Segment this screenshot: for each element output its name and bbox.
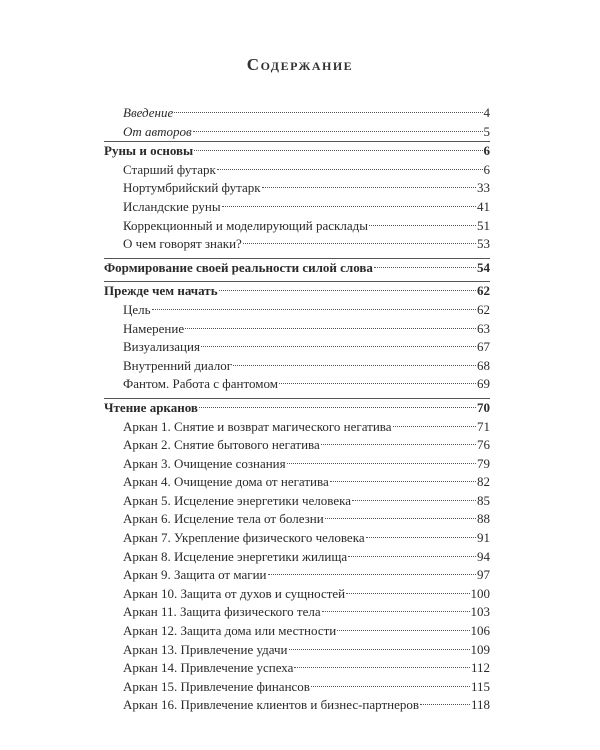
- toc-entry-page: 68: [477, 357, 490, 373]
- toc-entry-title: Коррекционный и моделирующий расклады: [123, 217, 368, 233]
- toc-entry-title: Цель: [123, 301, 151, 317]
- toc-leader-dots: [194, 150, 482, 151]
- toc-entry-page: 54: [477, 259, 490, 275]
- toc-entry-page: 33: [477, 180, 490, 196]
- toc-entry-page: 94: [477, 548, 490, 564]
- toc-entry: [104, 603, 490, 622]
- toc-entry-page: 76: [477, 437, 490, 453]
- table-of-contents: [104, 104, 490, 715]
- toc-entry: [104, 104, 490, 123]
- toc-entry-page: 100: [470, 585, 490, 601]
- toc-entry-title: Введение: [123, 105, 174, 120]
- toc-leader-dots: [393, 426, 476, 427]
- toc-entry: [104, 678, 490, 697]
- toc-entry-page: 62: [477, 301, 490, 317]
- toc-entry-page: 6: [483, 143, 490, 159]
- toc-leader-dots: [325, 518, 476, 519]
- toc-entry-page: 112: [470, 660, 490, 676]
- toc-entry: [104, 235, 490, 254]
- toc-entry-page: 79: [477, 455, 490, 471]
- toc-entry-title: Аркан 16. Привлечение клиентов и бизнес-партнеров: [123, 697, 420, 713]
- toc-entry: [104, 198, 490, 217]
- toc-entry-page: 88: [477, 511, 490, 527]
- toc-entry-title: Формирование своей реальности силой слова: [104, 259, 373, 275]
- toc-entry-title: Старший футарк: [123, 161, 216, 177]
- toc-leader-dots: [233, 365, 476, 366]
- toc-entry: [104, 418, 490, 437]
- toc-entry-page: 97: [477, 567, 490, 583]
- toc-leader-dots: [346, 593, 469, 594]
- toc-leader-dots: [185, 328, 476, 329]
- toc-entry: [104, 473, 490, 492]
- toc-leader-dots: [294, 667, 470, 668]
- toc-entry: [104, 659, 490, 678]
- toc-entry-page: 118: [470, 697, 490, 713]
- toc-leader-dots: [321, 444, 476, 445]
- toc-entry: [104, 123, 490, 142]
- toc-entry-title: Аркан 12. Защита дома или местности: [123, 623, 337, 639]
- toc-entry-page: 67: [477, 339, 490, 355]
- toc-entry-title: Аркан 7. Укрепление физического человека: [123, 530, 365, 546]
- toc-leader-dots: [322, 611, 470, 612]
- toc-entry-page: 4: [483, 105, 490, 120]
- toc-entry-page: 6: [483, 161, 490, 177]
- toc-entry-page: 51: [477, 217, 490, 233]
- toc-entry: [104, 492, 490, 511]
- toc-entry-page: 5: [483, 123, 490, 139]
- toc-section-heading: [104, 281, 490, 301]
- toc-leader-dots: [289, 649, 470, 650]
- toc-leader-dots: [420, 704, 470, 705]
- toc-leader-dots: [199, 407, 476, 408]
- toc-entry-page: 41: [477, 198, 490, 214]
- toc-entry-title: Прежде чем начать: [104, 283, 218, 299]
- toc-leader-dots: [337, 630, 469, 631]
- toc-entry: [104, 436, 490, 455]
- toc-entry-title: Аркан 4. Очищение дома от негатива: [123, 474, 329, 490]
- toc-leader-dots: [330, 481, 476, 482]
- toc-entry: [104, 585, 490, 604]
- toc-entry-title: Руны и основы: [104, 143, 194, 159]
- page-title: Содержание: [246, 55, 354, 74]
- toc-entry-title: Аркан 11. Защита физического тела: [123, 604, 321, 620]
- toc-entry-title: Аркан 15. Привлечение финансов: [123, 678, 310, 694]
- toc-entry-title: Аркан 8. Исцеление энергетики жилища: [123, 548, 348, 564]
- toc-entry-page: 69: [477, 376, 490, 392]
- toc-leader-dots: [279, 383, 476, 384]
- toc-leader-dots: [369, 225, 476, 226]
- toc-entry-page: 103: [470, 604, 490, 620]
- toc-entry: [104, 510, 490, 529]
- toc-entry-page: 109: [470, 641, 490, 657]
- toc-entry: [104, 217, 490, 236]
- toc-entry: [104, 320, 490, 339]
- toc-leader-dots: [174, 112, 482, 113]
- toc-entry: [104, 529, 490, 548]
- toc-entry-title: Внутренний диалог: [123, 357, 233, 373]
- toc-entry: [104, 301, 490, 320]
- toc-entry-title: От авторов: [123, 123, 192, 139]
- toc-entry-title: Фантом. Работа с фантомом: [123, 376, 278, 392]
- toc-entry: [104, 566, 490, 585]
- toc-entry: [104, 375, 490, 394]
- toc-entry-page: 71: [477, 418, 490, 434]
- toc-entry-page: 70: [477, 399, 490, 415]
- toc-leader-dots: [201, 346, 476, 347]
- toc-entry-title: Аркан 5. Исцеление энергетики человека: [123, 492, 351, 508]
- toc-entry-page: 115: [470, 678, 490, 694]
- toc-entry-title: Визуализация: [123, 339, 200, 355]
- toc-section-heading: [104, 398, 490, 418]
- toc-section-heading: [104, 258, 490, 278]
- toc-entry-page: 63: [477, 320, 490, 336]
- toc-entry-title: Аркан 13. Привлечение удачи: [123, 641, 288, 657]
- toc-entry: [104, 357, 490, 376]
- toc-entry-title: Аркан 9. Защита от магии: [123, 567, 267, 583]
- toc-leader-dots: [222, 206, 476, 207]
- toc-entry-page: 91: [477, 530, 490, 546]
- toc-entry-title: Аркан 3. Очищение сознания: [123, 455, 286, 471]
- toc-leader-dots: [243, 243, 476, 244]
- toc-entry-page: 106: [470, 623, 490, 639]
- toc-entry-page: 62: [477, 283, 490, 299]
- toc-leader-dots: [287, 463, 476, 464]
- toc-leader-dots: [193, 131, 483, 132]
- toc-leader-dots: [152, 309, 476, 310]
- toc-entry: [104, 161, 490, 180]
- toc-leader-dots: [219, 290, 476, 291]
- toc-entry-title: Чтение арканов: [104, 399, 198, 415]
- toc-entry-title: Исландские руны: [123, 198, 221, 214]
- toc-entry-title: Нортумбрийский футарк: [123, 180, 261, 196]
- toc-leader-dots: [217, 169, 483, 170]
- toc-entry: [104, 338, 490, 357]
- toc-entry: [104, 622, 490, 641]
- toc-entry-title: Аркан 10. Защита от духов и сущностей: [123, 585, 346, 601]
- toc-entry-page: 53: [477, 236, 490, 252]
- toc-leader-dots: [348, 556, 476, 557]
- toc-leader-dots: [366, 537, 476, 538]
- toc-leader-dots: [374, 267, 476, 268]
- toc-entry-title: Аркан 1. Снятие и возврат магического негатива: [123, 418, 392, 434]
- toc-entry: [104, 696, 490, 715]
- toc-entry: [104, 548, 490, 567]
- toc-entry: [104, 641, 490, 660]
- toc-entry: [104, 455, 490, 474]
- toc-entry-title: Аркан 6. Исцеление тела от болезни: [123, 511, 324, 527]
- toc-entry-title: Аркан 14. Привлечение успеха: [123, 660, 294, 676]
- toc-leader-dots: [311, 686, 470, 687]
- toc-leader-dots: [262, 187, 476, 188]
- toc-entry-page: 82: [477, 474, 490, 490]
- toc-leader-dots: [268, 574, 476, 575]
- toc-entry-page: 85: [477, 492, 490, 508]
- toc-section-heading: [104, 141, 490, 161]
- toc-entry-title: О чем говорят знаки?: [123, 236, 242, 252]
- toc-entry: [104, 179, 490, 198]
- toc-entry-title: Аркан 2. Снятие бытового негатива: [123, 437, 320, 453]
- toc-entry-title: Намерение: [123, 320, 185, 336]
- toc-leader-dots: [352, 500, 476, 501]
